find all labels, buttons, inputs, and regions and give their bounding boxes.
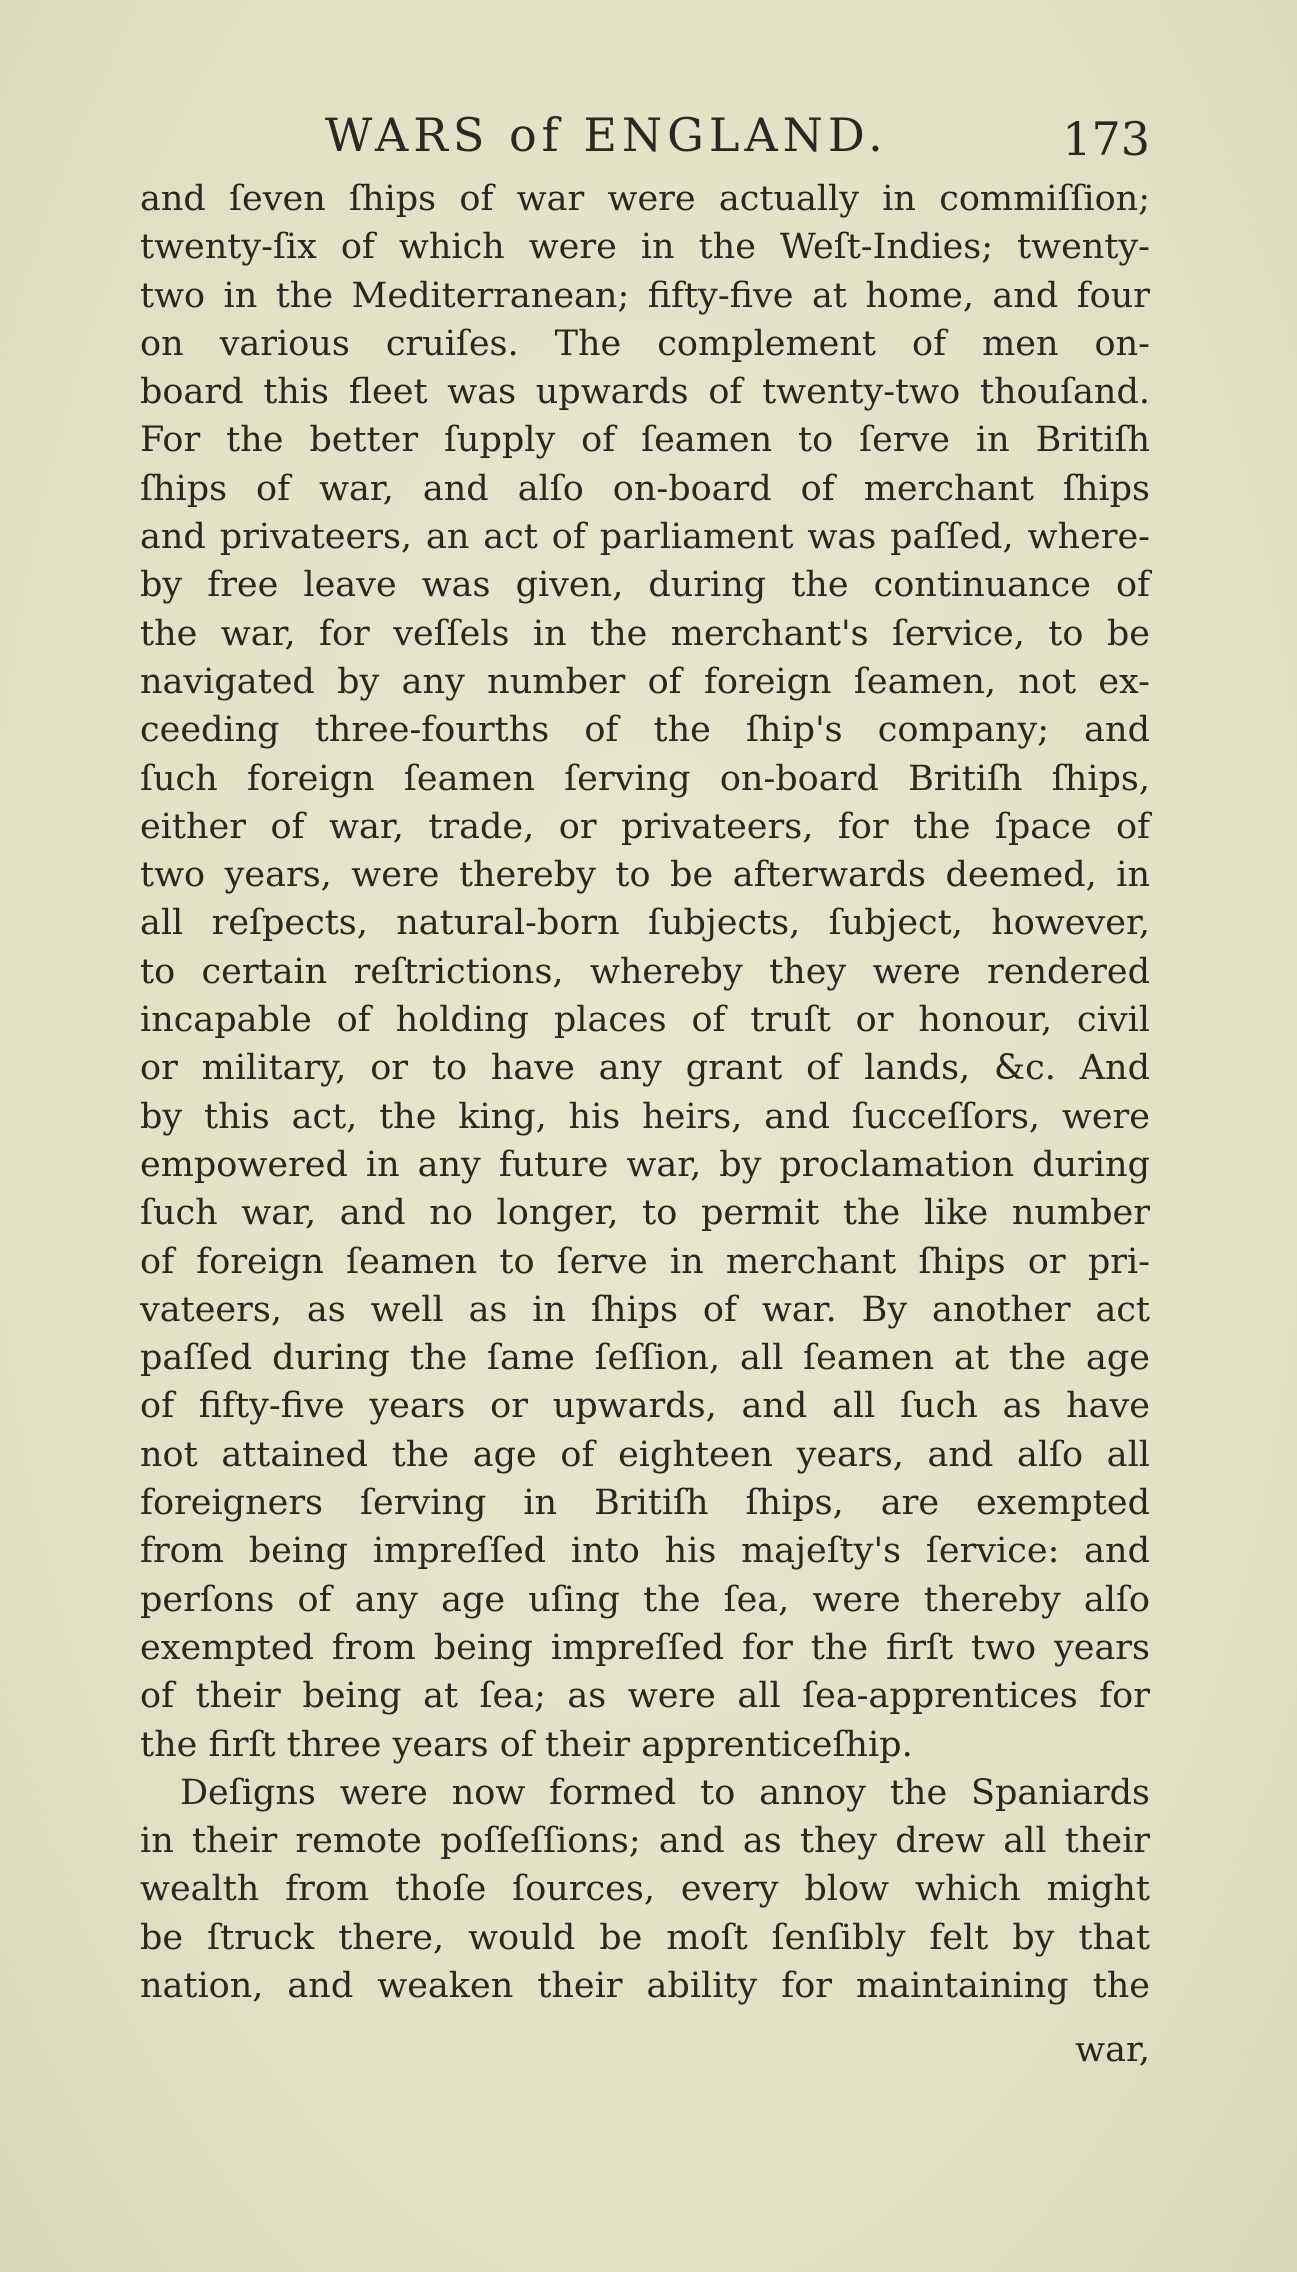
text-line: navigated by any number of foreign ſeamen, not ex- (140, 661, 1150, 702)
text-line: nation, and weaken their ability for maintaining the (140, 1965, 1150, 2006)
text-line: board this fleet was upwards of twenty-two thouſand. (140, 372, 1150, 413)
text-line: foreigners ſerving in Britiſh ſhips, are exempted (140, 1483, 1150, 1524)
text-line: not attained the age of eighteen years, and alſo all (140, 1434, 1150, 1475)
text-line: two in the Mediterranean; fifty-five at home, and four (140, 275, 1150, 316)
text-line: perſons of any age uſing the ſea, were thereby alſo (140, 1579, 1150, 1620)
text-line: ſhips of war, and alſo on-board of merchant ſhips (140, 468, 1150, 509)
text-line: paſſed during the ſame ſeſſion, all ſeamen at the age (140, 1338, 1150, 1379)
text-line: two years, were thereby to be afterwards deemed, in (140, 855, 1150, 896)
running-title: WARS of ENGLAND. (325, 108, 888, 162)
text-line: Deſigns were now formed to annoy the Spaniards (180, 1772, 1150, 1813)
text-line: ſuch foreign ſeamen ſerving on-board Britiſh ſhips, (140, 758, 1150, 799)
text-line: be ſtruck there, would be moſt ſenſibly felt by that (140, 1917, 1150, 1958)
text-line: exempted from being impreſſed for the firſt two years (140, 1627, 1150, 1668)
text-line: ſuch war, and no longer, to permit the like number (140, 1193, 1150, 1234)
text-line: from being impreſſed into his majeſty's ſervice: and (140, 1531, 1150, 1572)
text-line: by free leave was given, during the continuance of (140, 565, 1150, 606)
text-line: in their remote poſſeſſions; and as they drew all their (140, 1821, 1150, 1862)
text-line: of fifty-five years or upwards, and all ſuch as have (140, 1386, 1150, 1427)
text-line: incapable of holding places of truſt or honour, civil (140, 1000, 1150, 1041)
text-line: For the better ſupply of ſeamen to ſerve in Britiſh (140, 420, 1150, 461)
text-line: all reſpects, natural-born ſubjects, ſubject, however, (140, 903, 1150, 944)
text-line: on various cruiſes. The complement of men on- (140, 323, 1150, 364)
text-line: empowered in any future war, by proclamation during (140, 1144, 1150, 1185)
text-line: by this act, the king, his heirs, and ſucceſſors, were (140, 1096, 1150, 1137)
text-line: of their being at ſea; as were all ſea-apprentices for (140, 1676, 1150, 1717)
text-line: ceeding three-fourths of the ſhip's company; and (140, 710, 1150, 751)
text-line: vateers, as well as in ſhips of war. By another act (140, 1289, 1150, 1330)
text-line: and privateers, an act of parliament was paſſed, where- (140, 517, 1150, 558)
page-header (140, 108, 1150, 168)
catchword: war, (1075, 2030, 1150, 2070)
text-line: twenty-ſix of which were in the Weſt-Indies; twenty- (140, 227, 1150, 268)
text-line: wealth from thoſe ſources, every blow which might (140, 1869, 1150, 1910)
text-line: to certain reſtrictions, whereby they were rendered (140, 951, 1150, 992)
text-line: either of war, trade, or privateers, for the ſpace of (140, 806, 1150, 847)
text-line: or military, or to have any grant of lands, &c. And (140, 1048, 1150, 1089)
body-text (140, 175, 1150, 2010)
page-number: 173 (1062, 112, 1150, 166)
text-line: of foreign ſeamen to ſerve in merchant ſhips or pri- (140, 1241, 1150, 1282)
text-line: and ſeven ſhips of war were actually in commiſſion; (140, 179, 1150, 219)
text-line: the war, for veſſels in the merchant's ſervice, to be (140, 613, 1150, 654)
text-line: the firſt three years of their apprenticeſhip. (140, 1724, 913, 1765)
